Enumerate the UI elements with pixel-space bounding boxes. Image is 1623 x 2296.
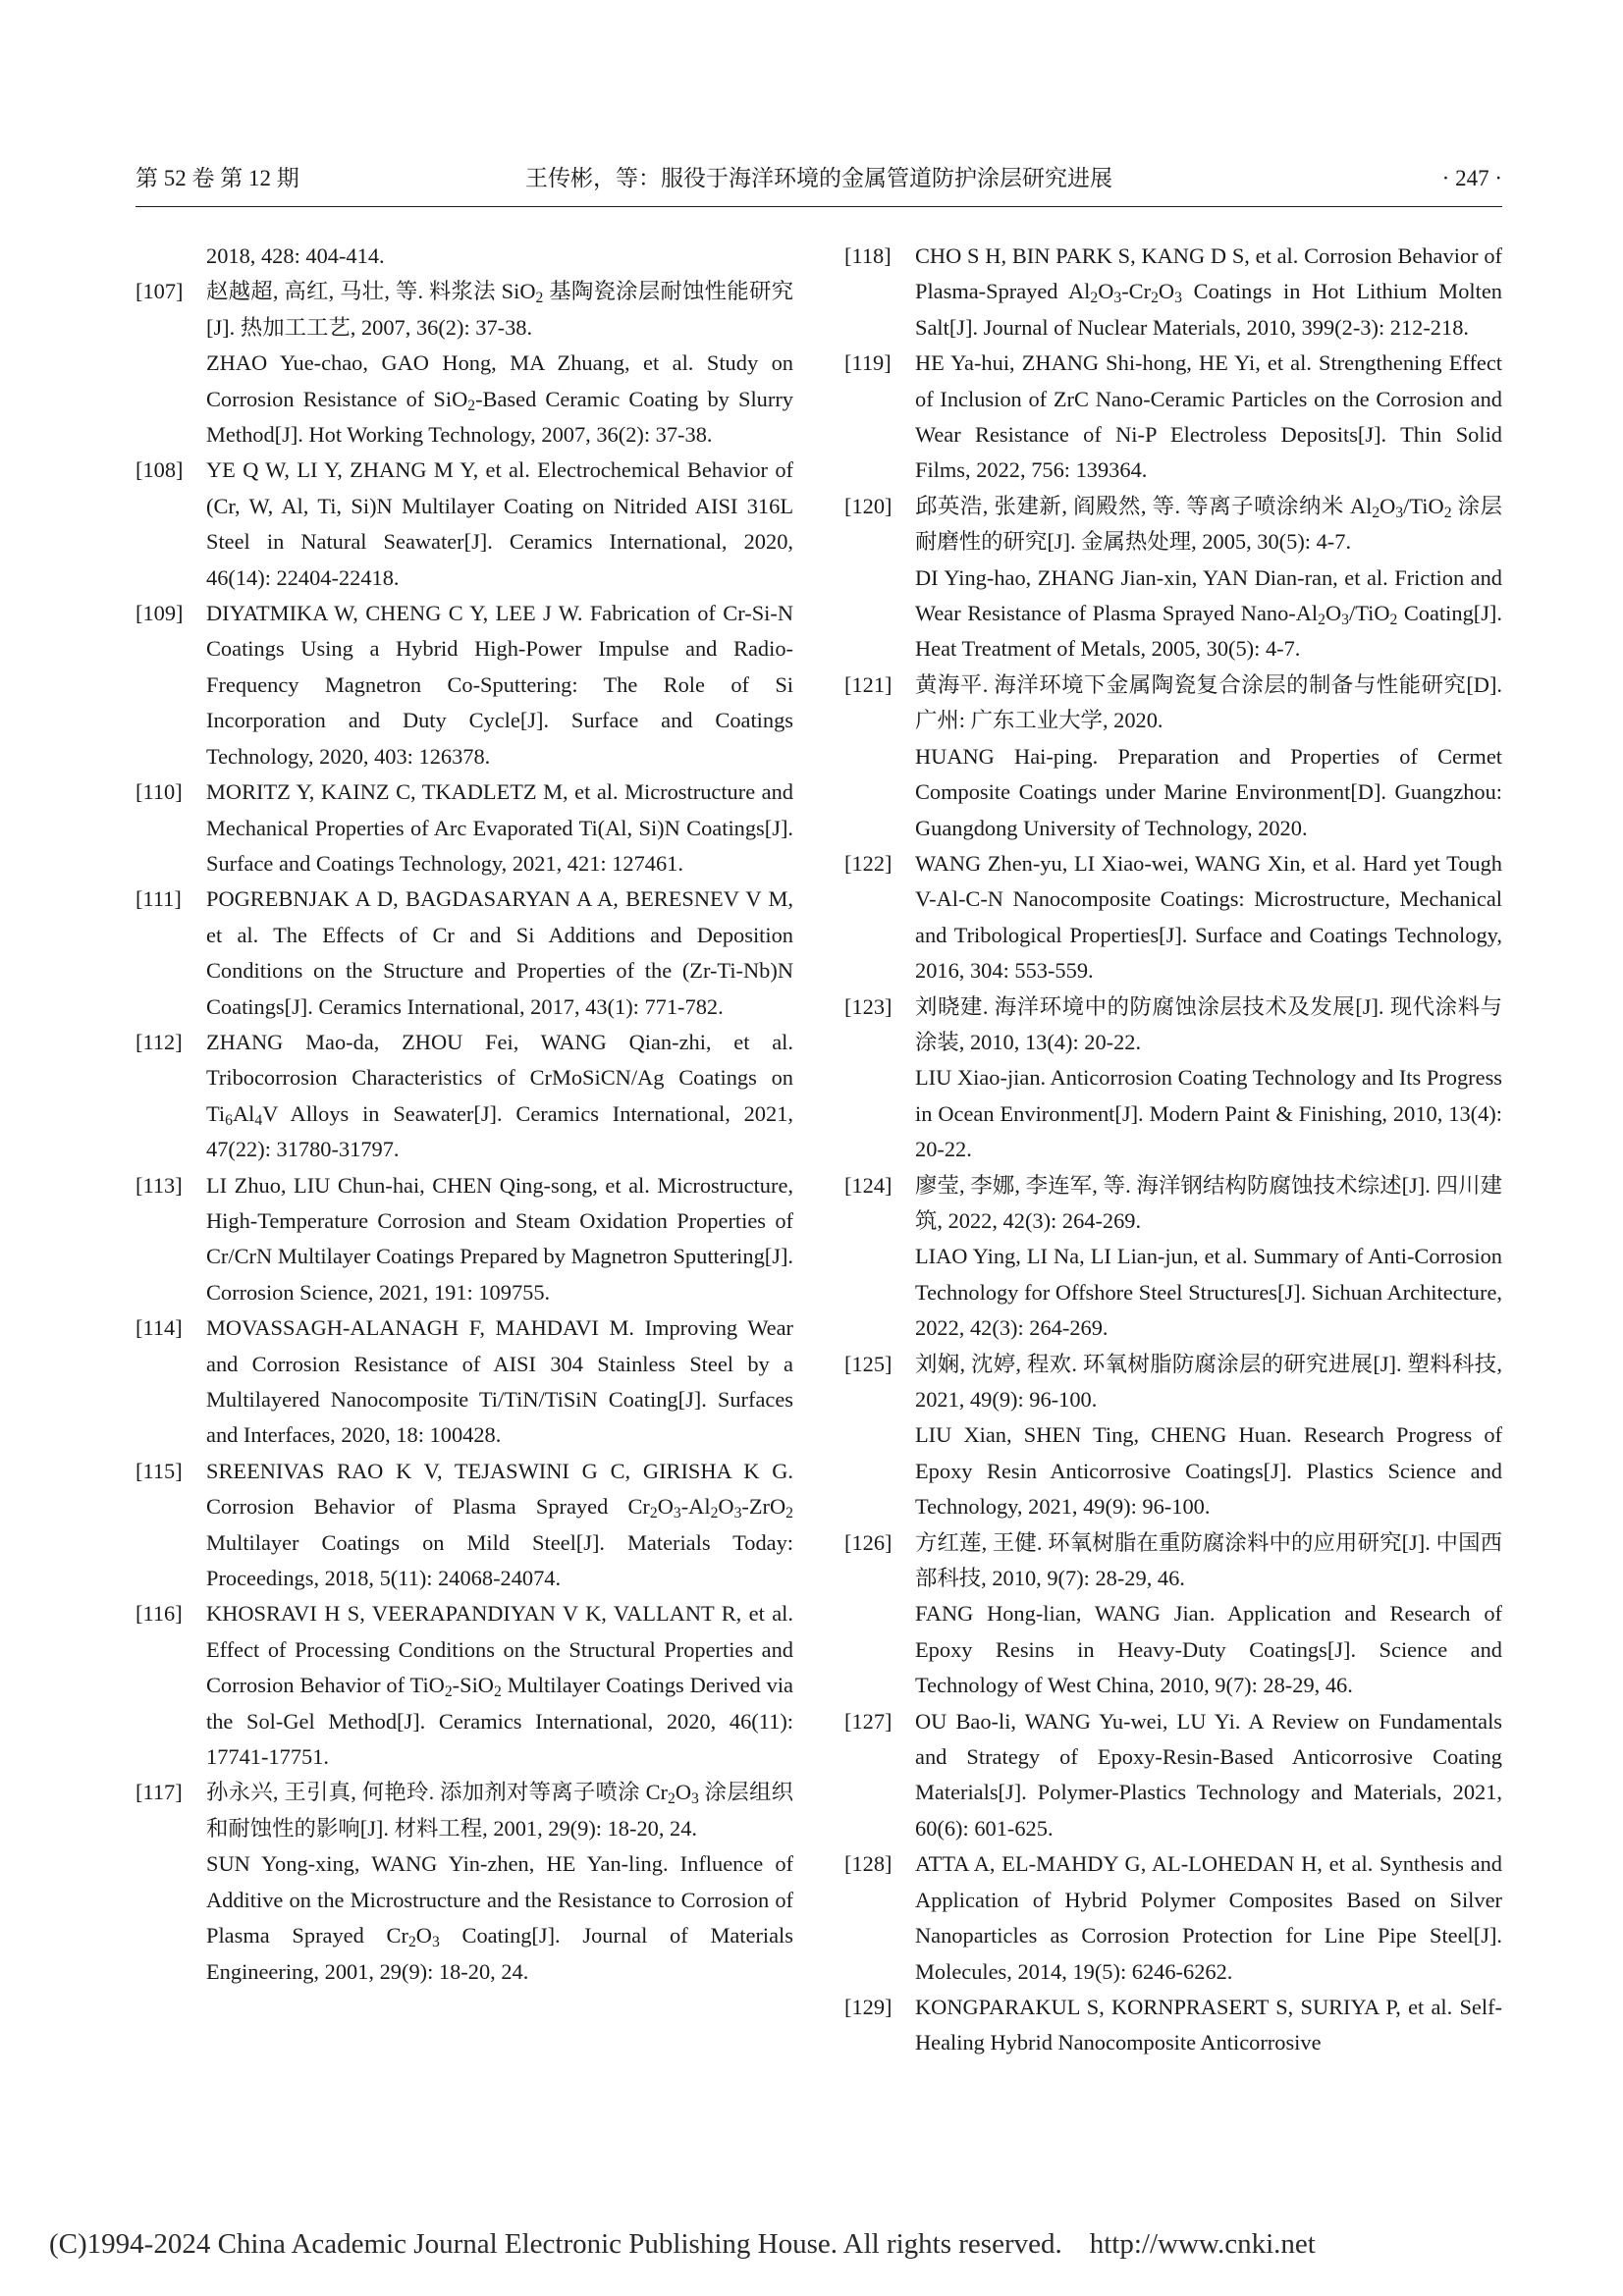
- reference-text: WANG Zhen-yu, LI Xiao-wei, WANG Xin, et al. Hard yet Tough V-Al-C-N Nanocomposite Coatings: Microstructure, Mechanical and Tribological Properties[J]. Surface and Coatings Technology, 2016, 304: 553-559.: [915, 850, 1502, 984]
- reference-text: MORITZ Y, KAINZ C, TKADLETZ M, et al. Microstructure and Mechanical Properties of Arc Evaporated Ti(Al, Si)N Coatings[J]. Surface and Coatings Technology, 2021, 421: 127461.: [206, 779, 793, 876]
- reference-entry: [844, 846, 1502, 989]
- reference-number: [116]: [135, 1601, 183, 1627]
- reference-text: 方红莲, 王健. 环氧树脂在重防腐涂料中的应用研究[J]. 中国西部科技, 2010, 9(7): 28-29, 46.: [915, 1529, 1502, 1591]
- reference-entry: [844, 1347, 1502, 1525]
- reference-number: [117]: [135, 1780, 183, 1805]
- reference-text: 黄海平. 海洋环境下金属陶瓷复合涂层的制备与性能研究[D]. 广州: 广东工业大学, 2020.: [915, 671, 1502, 733]
- reference-entry: [135, 274, 793, 453]
- reference-entry: [135, 596, 793, 774]
- reference-text: POGREBNJAK A D, BAGDASARYAN A A, BERESNEV V M, et al. The Effects of Cr and Si Additions and Deposition Conditions on the Structure and Properties of the (Zr-Ti-Nb)N Coatings[J]. Ceramics International, 2017, 43(1): 771-782.: [206, 886, 793, 1019]
- reference-entry: [844, 1990, 1502, 2061]
- reference-entry: [135, 774, 793, 881]
- reference-entry: [135, 1168, 793, 1311]
- reference-text: 邱英浩, 张建新, 阎殿然, 等. 等离子喷涂纳米 $Al_2O_3/TiO_2$ 涂层耐磨性的研究[J]. 金属热处理, 2005, 30(5): 4-7.: [915, 493, 1502, 555]
- reference-text: HUANG Hai-ping. Preparation and Properties of Cermet Composite Coatings under Marine Environment[D]. Guangzhou: Guangdong University of Technology, 2020.: [915, 743, 1502, 840]
- reference-text: DI Ying-hao, ZHANG Jian-xin, YAN Dian-ran, et al. Friction and Wear Resistance of Plasma Sprayed Nano-$Al_2O_3/TiO_2$ Coating[J]. Heat Treatment of Metals, 2005, 30(5): 4-7.: [915, 564, 1502, 662]
- reference-text: 孙永兴, 王引真, 何艳玲. 添加剂对等离子喷涂 $Cr_2O_3$ 涂层组织和耐蚀性的影响[J]. 材料工程, 2001, 29(9): 18-20, 24.: [206, 1780, 793, 1841]
- reference-entry: [844, 489, 1502, 667]
- reference-entry: [844, 239, 1502, 346]
- reference-number: [109]: [135, 601, 184, 626]
- reference-number: [107]: [135, 279, 184, 304]
- copyright-footer: [49, 2224, 1571, 2264]
- reference-number: [114]: [135, 1315, 183, 1341]
- reference-entry: [135, 1454, 793, 1597]
- running-title: 王传彬，等：服役于海洋环境的金属管道防护涂层研究进展: [525, 166, 1112, 190]
- reference-number: [126]: [844, 1529, 893, 1555]
- reference-text: ATTA A, EL-MAHDY G, AL-LOHEDAN H, et al. Synthesis and Application of Hybrid Polymer Composites Based on Silver Nanoparticles as Corrosion Protection for Line Pipe Steel[J]. Molecules, 2014, 19(5): 6246-6262.: [915, 1851, 1502, 1984]
- reference-text: 2018, 428: 404-414.: [206, 243, 385, 268]
- references-left-column: [135, 239, 793, 1990]
- reference-number: [118]: [844, 243, 892, 268]
- journal-volume-issue: 第 52 卷 第 12 期: [135, 166, 299, 190]
- reference-text: LIU Xiao-jian. Anticorrosion Coating Technology and Its Progress in Ocean Environment[J]. Modern Paint & Finishing, 2010, 13(4): 20-22.: [915, 1065, 1502, 1162]
- reference-number: [127]: [844, 1708, 893, 1734]
- reference-text: ZHANG Mao-da, ZHOU Fei, WANG Qian-zhi, et al. Tribocorrosion Characteristics of CrMoSiCN/Ag Coatings on $Ti_6Al_4V$ Alloys in Seawater[J]. Ceramics International, 2021, 47(22): 31780-31797.: [206, 1029, 793, 1162]
- reference-entry: [135, 881, 793, 1025]
- reference-entry: [844, 1525, 1502, 1704]
- reference-text: OU Bao-li, WANG Yu-wei, LU Yi. A Review on Fundamentals and Strategy of Epoxy-Resin-Based Anticorrosive Coating Materials[J]. Polymer-Plastics Technology and Materials, 2021, 60(6): 601-625.: [915, 1708, 1502, 1841]
- reference-number: [115]: [135, 1458, 183, 1483]
- reference-text: YE Q W, LI Y, ZHANG M Y, et al. Electrochemical Behavior of (Cr, W, Al, Ti, Si)N Multilayer Coating on Nitrided AISI 316L Steel in Natural Seawater[J]. Ceramics International, 2020, 46(14): 22404-22418.: [206, 457, 793, 590]
- reference-entry: [844, 989, 1502, 1168]
- reference-text: FANG Hong-lian, WANG Jian. Application and Research of Epoxy Resins in Heavy-Duty Coatings[J]. Science and Technology of West China, 2010, 9(7): 28-29, 46.: [915, 1601, 1502, 1698]
- reference-text: KONGPARAKUL S, KORNPRASERT S, SURIYA P, et al. Self-Healing Hybrid Nanocomposite Anticorrosive: [915, 1994, 1502, 2056]
- reference-entry: [844, 1704, 1502, 1847]
- reference-number: [121]: [844, 671, 893, 697]
- reference-entry: [135, 1025, 793, 1168]
- reference-number: [111]: [135, 886, 182, 912]
- reference-text: LIAO Ying, LI Na, LI Lian-jun, et al. Summary of Anti-Corrosion Technology for Offshore Steel Structures[J]. Sichuan Architecture, 2022, 42(3): 264-269.: [915, 1244, 1502, 1341]
- reference-text: KHOSRAVI H S, VEERAPANDIYAN V K, VALLANT R, et al. Effect of Processing Conditions on the Structural Properties and Corrosion Behavior of TiO$_2$-SiO$_2$ Multilayer Coatings Derived via the Sol-Gel Method[J]. Ceramics International, 2020, 46(11): 17741-17751.: [206, 1601, 793, 1770]
- reference-number: [119]: [844, 350, 892, 376]
- reference-entry: [135, 239, 793, 274]
- header-divider: [135, 206, 1502, 207]
- cnki-link[interactable]: http://www.cnki.net: [1089, 2228, 1316, 2260]
- reference-entry: [135, 453, 793, 596]
- reference-number: [124]: [844, 1172, 893, 1198]
- reference-number: [125]: [844, 1351, 893, 1376]
- reference-number: [129]: [844, 1994, 893, 2019]
- reference-text: MOVASSAGH-ALANAGH F, MAHDAVI M. Improving Wear and Corrosion Resistance of AISI 304 Stainless Steel by a Multilayered Nanocomposite Ti/TiN/TiSiN Coating[J]. Surfaces and Interfaces, 2020, 18: 100428.: [206, 1315, 793, 1448]
- reference-text: ZHAO Yue-chao, GAO Hong, MA Zhuang, et al. Study on Corrosion Resistance of SiO$_2$-Based Ceramic Coating by Slurry Method[J]. Hot Working Technology, 2007, 36(2): 37-38.: [206, 350, 793, 448]
- references-right-column: [844, 239, 1502, 2061]
- reference-text: DIYATMIKA W, CHENG C Y, LEE J W. Fabrication of Cr-Si-N Coatings Using a Hybrid High-Power Impulse and Radio-Frequency Magnetron Co-Sputtering: The Role of Si Incorporation and Duty Cycle[J]. Surface and Coatings Technology, 2020, 403: 126378.: [206, 601, 793, 769]
- reference-entry: [135, 1596, 793, 1775]
- reference-text: 刘娴, 沈婷, 程欢. 环氧树脂防腐涂层的研究进展[J]. 塑料科技, 2021, 49(9): 96-100.: [915, 1351, 1502, 1412]
- reference-text: SUN Yong-xing, WANG Yin-zhen, HE Yan-ling. Influence of Additive on the Microstructure and the Resistance to Corrosion of Plasma Sprayed $Cr_2O_3$ Coating[J]. Journal of Materials Engineering, 2001, 29(9): 18-20, 24.: [206, 1851, 793, 1984]
- reference-entry: [135, 1775, 793, 1989]
- running-header: [135, 157, 1502, 200]
- reference-text: 廖莹, 李娜, 李连军, 等. 海洋钢结构防腐蚀技术综述[J]. 四川建筑, 2022, 42(3): 264-269.: [915, 1172, 1502, 1233]
- reference-entry: [844, 667, 1502, 846]
- reference-number: [110]: [135, 779, 183, 805]
- reference-text: LIU Xian, SHEN Ting, CHENG Huan. Research Progress of Epoxy Resin Anticorrosive Coatings[J]. Plastics Science and Technology, 2021, 49(9): 96-100.: [915, 1422, 1502, 1520]
- reference-text: SREENIVAS RAO K V, TEJASWINI G C, GIRISHA K G. Corrosion Behavior of Plasma Sprayed $Cr_2O_3-Al_2O_3-ZrO_2$ Multilayer Coatings on Mild Steel[J]. Materials Today: Proceedings, 2018, 5(11): 24068-24074.: [206, 1458, 793, 1591]
- reference-text: LI Zhuo, LIU Chun-hai, CHEN Qing-song, et al. Microstructure, High-Temperature Corrosion and Steam Oxidation Properties of Cr/CrN Multilayer Coatings Prepared by Magnetron Sputtering[J]. Corrosion Science, 2021, 191: 109755.: [206, 1172, 793, 1305]
- copyright-text: (C)1994-2024 China Academic Journal Electronic Publishing House. All rights reserved.: [49, 2228, 1062, 2260]
- reference-number: [122]: [844, 850, 893, 876]
- reference-entry: [844, 1846, 1502, 1990]
- reference-entry: [135, 1310, 793, 1454]
- reference-text: 刘晓建. 海洋环境中的防腐蚀涂层技术及发展[J]. 现代涂料与涂装, 2010, 13(4): 20-22.: [915, 993, 1502, 1054]
- reference-number: [123]: [844, 993, 893, 1019]
- reference-number: [120]: [844, 493, 893, 518]
- reference-number: [108]: [135, 457, 184, 483]
- reference-text: HE Ya-hui, ZHANG Shi-hong, HE Yi, et al. Strengthening Effect of Inclusion of ZrC Nano-Ceramic Particles on the Corrosion and Wear Resistance of Ni-P Electroless Deposits[J]. Thin Solid Films, 2022, 756: 139364.: [915, 350, 1502, 483]
- reference-entry: [844, 1168, 1502, 1347]
- reference-number: [113]: [135, 1172, 183, 1198]
- reference-text: CHO S H, BIN PARK S, KANG D S, et al. Corrosion Behavior of Plasma-Sprayed $Al_2O_3-Cr_2O_3$ Coatings in Hot Lithium Molten Salt[J]. Journal of Nuclear Materials, 2010, 399(2-3): 212-218.: [915, 243, 1502, 340]
- page-number: · 247 ·: [1441, 166, 1502, 190]
- reference-text: 赵越超, 高红, 马壮, 等. 料浆法 SiO$_2$ 基陶瓷涂层耐蚀性能研究[J]. 热加工工艺, 2007, 36(2): 37-38.: [206, 279, 793, 340]
- reference-number: [112]: [135, 1029, 183, 1054]
- reference-number: [128]: [844, 1851, 893, 1877]
- reference-entry: [844, 346, 1502, 489]
